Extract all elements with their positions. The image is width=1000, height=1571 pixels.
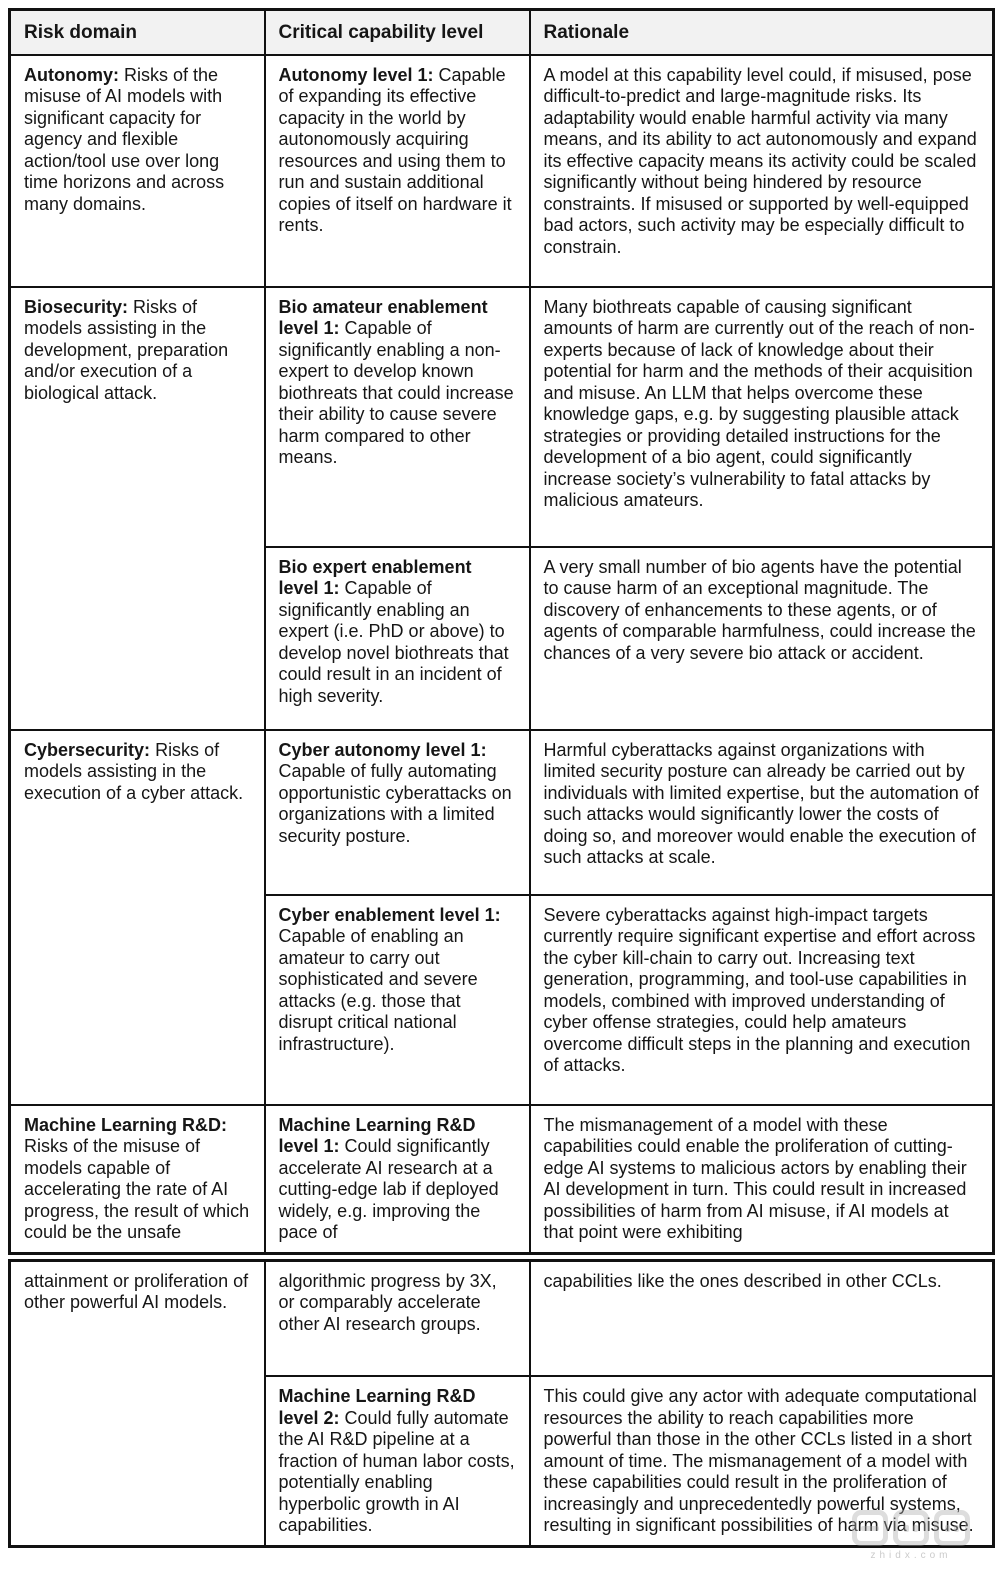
column-header-critical-capability-level: Critical capability level [265, 10, 530, 55]
cell-cybersecurity-domain [10, 730, 265, 1105]
cell-text: Capable of enabling an amateur to carry out sophisticated and severe attacks (e.g. those that disrupt critical national infrastructure). [278, 926, 478, 1054]
cell-text: Could fully automate the AI R&D pipeline at a fraction of human labor costs, potentially enabling hyperbolic growth in AI capabilities. [278, 1407, 515, 1535]
cell-ml-level1-ccl-part2 [265, 1260, 530, 1376]
table-row-cyber-autonomy [10, 730, 994, 895]
cell-text: attainment or proliferation of other powerful AI models. [24, 1270, 249, 1312]
cell-text: This could give any actor with adequate computational resources the ability to reach capabilities more powerful than those in the other CCLs listed in a short amount of time. The mismanagement of a model with these capabilities could result in the proliferation of increasingly and unprecedentedly powerful systems, resulting in significant possibilities of harm via misuse. [543, 1386, 977, 1535]
cell-ml-domain-part1 [10, 1105, 265, 1254]
cell-text: Risks of the misuse of models capable of accelerating the rate of AI progress, the result of which could be the unsafe [24, 1136, 250, 1242]
cell-text: Risks of models assisting in the execution of a cyber attack. [24, 739, 244, 803]
cell-biosecurity-domain [10, 287, 265, 730]
table-row-ml-level1-part1 [10, 1105, 994, 1254]
cell-text: The mismanagement of a model with these capabilities could enable the proliferation of cutting-edge AI systems to malicious actors by enabling their AI development in turn. This could result in increased possibilities of harm from AI misuse, if AI models at that point were exhibiting [543, 1114, 967, 1242]
cell-text: A model at this capability level could, if misused, pose difficult-to-predict and large-magnitude risks. Its adaptability would enable harmful activity via many means, and its ability to act autonomously and expand its effective capacity means its activity could be scaled significantly without being hindered by resource constraints. If misused or supported by well-equipped bad actors, such activity may be especially difficult to constrain. [543, 64, 977, 257]
cell-ml-level1-ccl-part1 [265, 1105, 530, 1254]
cell-bold-lead: Autonomy level 1: [278, 64, 434, 85]
cell-text: capabilities like the ones described in other CCLs. [543, 1270, 942, 1291]
cell-bold-lead: Cybersecurity: [24, 739, 151, 760]
cell-text: Could significantly accelerate AI research at a cutting-edge lab if deployed widely, e.g. improving the pace of [278, 1136, 499, 1242]
cell-autonomy-ccl [265, 55, 530, 287]
table-row-autonomy [10, 55, 994, 287]
cell-text: Risks of models assisting in the development, preparation and/or execution of a biological attack. [24, 296, 229, 403]
cell-bio-amateur-rationale [530, 287, 994, 547]
watermark-site-text: zhidx.com [870, 1550, 952, 1561]
cell-bold-lead: Machine Learning R&D level 2: [278, 1386, 476, 1428]
cell-ml-level1-rationale-part1 [530, 1105, 994, 1254]
cell-autonomy-domain [10, 55, 265, 287]
cell-bold-lead: Bio expert enablement level 1: [278, 556, 472, 598]
cell-text: Risks of the misuse of AI models with significant capacity for agency and flexible action/tool use over long time horizons and across many domains. [24, 64, 225, 214]
ccl-table-page-1 [8, 8, 995, 1255]
cell-bold-lead: Cyber autonomy level 1: [278, 739, 487, 760]
cell-text: Capable of expanding its effective capacity in the world by autonomously acquiring resources and using them to run and sustain additional copies of itself on hardware it rents. [278, 64, 512, 235]
table-row-bio-amateur [10, 287, 994, 547]
cell-cyber-enablement-rationale [530, 895, 994, 1105]
table-row-ml-level1-part2 [10, 1260, 994, 1376]
cell-bold-lead: Machine Learning R&D level 1: [278, 1114, 476, 1156]
cell-bold-lead: Machine Learning R&D: [24, 1114, 228, 1135]
cell-text: Severe cyberattacks against high-impact targets currently require significant expertise and effort across the cyber kill-chain to carry out. Increasing text generation, programming, and tool-use capabilities in models, combined with improved understanding of cyber offense strategies, could help amateurs overcome difficult steps in the planning and execution of attacks. [543, 904, 976, 1075]
ccl-table-page-2 [8, 1259, 995, 1548]
column-header-risk-domain: Risk domain [10, 10, 265, 55]
cell-text: Many biothreats capable of causing significant amounts of harm are currently out of the reach of non-experts because of lack of knowledge about their potential for harm and the methods of their acquisition and misuse. An LLM that helps overcome these knowledge gaps, e.g. by suggesting plausible attack strategies or providing detailed instructions for the development of a bio agent, could significantly increase society’s vulnerability to fatal attacks by malicious amateurs. [543, 296, 975, 510]
cell-text: Capable of fully automating opportunistic cyberattacks on organizations with a limited security posture. [278, 761, 512, 846]
cell-ml-level1-rationale-part2 [530, 1260, 994, 1376]
cell-bold-lead: Biosecurity: [24, 296, 129, 317]
cell-text: Capable of significantly enabling an expert (i.e. PhD or above) to develop novel biothreats that could result in an incident of high severity. [278, 578, 509, 706]
column-header-rationale: Rationale [530, 10, 994, 55]
cell-bold-lead: Bio amateur enablement level 1: [278, 296, 488, 338]
cell-autonomy-rationale [530, 55, 994, 287]
cell-bold-lead: Autonomy: [24, 64, 119, 85]
cell-text: Capable of significantly enabling a non-expert to develop known biothreats that could increase their ability to cause severe harm compared to other means. [278, 318, 514, 467]
cell-bio-expert-rationale [530, 547, 994, 730]
table-header-row [10, 10, 994, 55]
cell-cyber-autonomy-rationale [530, 730, 994, 895]
cell-ml-level2-rationale [530, 1376, 994, 1546]
cell-text: algorithmic progress by 3X, or comparably accelerate other AI research groups. [278, 1270, 497, 1334]
cell-bio-expert-ccl [265, 547, 530, 730]
cell-cyber-enablement-ccl [265, 895, 530, 1105]
cell-bio-amateur-ccl [265, 287, 530, 547]
cell-text: A very small number of bio agents have the potential to cause harm of an exceptional magnitude. The discovery of enhancements to these agents, or of agents of comparable harmfulness, could increase the chances of a very severe bio attack or accident. [543, 556, 976, 663]
cell-cyber-autonomy-ccl [265, 730, 530, 895]
cell-text: Harmful cyberattacks against organizations with limited security posture can already be carried out by individuals with limited expertise, but the automation of such attacks would significantly lower the costs of doing so, and moreover would enable the execution of such attacks at scale. [543, 739, 979, 867]
cell-ml-level2-ccl [265, 1376, 530, 1546]
cell-bold-lead: Cyber enablement level 1: [278, 904, 501, 925]
cell-ml-domain-part2 [10, 1260, 265, 1546]
